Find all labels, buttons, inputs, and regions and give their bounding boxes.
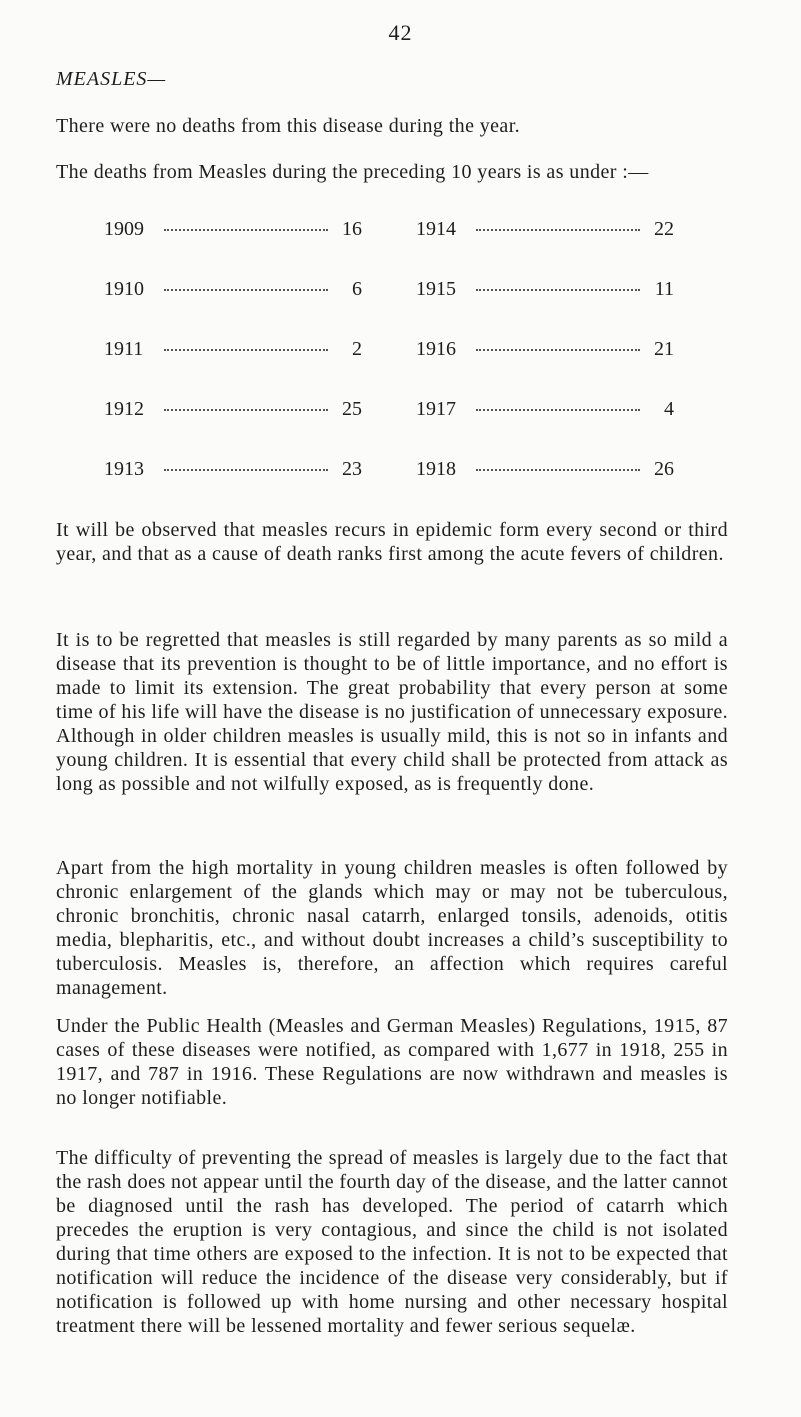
year: 1916 [416,338,456,360]
page-number: 42 [388,20,413,45]
table-row [104,218,674,278]
deaths-count: 22 [654,218,674,240]
year: 1914 [416,218,456,240]
paragraph-epidemic: It will be observed that measles recurs in epidemic form every second or third year, and that as a cause of death ranks first among the acute fevers of children. [56,519,728,565]
deaths-count: 21 [654,338,674,360]
deaths-table [104,218,674,518]
table-row [104,458,674,518]
year: 1909 [104,218,144,240]
year: 1913 [104,458,144,480]
year: 1910 [104,278,144,300]
table-row [104,278,674,338]
year: 1911 [104,338,144,360]
deaths-count: 25 [342,398,362,420]
deaths-count: 26 [654,458,674,480]
table-row [104,398,674,458]
paragraph-complications: Apart from the high mortality in young children measles is often followed by chronic enlargement of the glands which may or may not be tuberculous, chronic bronchitis, chronic nasal catarrh, enlarged tonsils, adenoids, otitis media, blepharitis, etc., and without doubt increases a child’s susceptibility to tuberculosis. Measles is, therefore, an affection which requires careful management. [56,857,728,999]
year: 1917 [416,398,456,420]
year: 1912 [104,398,144,420]
paragraph-difficulty: The difficulty of preventing the spread of measles is largely due to the fact that the rash does not appear until the fourth day of the disease, and the latter cannot be diagnosed until the rash has developed. The period of catarrh which precedes the eruption is very contagious, and since the child is not isolated during that time others are exposed to the infection. It is not to be expected that notification will reduce the incidence of the disease very considerably, but if notification is followed up with home nursing and other necessary hospital treatment there will be lessened mortality and fewer serious sequelæ. [56,1147,728,1337]
year: 1918 [416,458,456,480]
paragraph-regulations: Under the Public Health (Measles and German Measles) Regulations, 1915, 87 cases of these diseases were notified, as compared with 1,677 in 1918, 255 in 1917, and 787 in 1916. These Regulations are now withdrawn and measles is no longer notifiable. [56,1015,728,1109]
deaths-count: 23 [342,458,362,480]
paragraph-prevention: It is to be regretted that measles is still regarded by many parents as so mild a disease that its prevention is thought to be of little importance, and no effort is made to limit its extension. The great probability that every person at some time of his life will have the disease is no justification of unnecessary exposure. Although in older children measles is usually mild, this is not so in infants and young children. It is essential that every child shall be protected from attack as long as possible and not wilfully exposed, as is frequently done. [56,629,728,795]
paragraph-no-deaths: There were no deaths from this disease during the year. [56,115,521,137]
section-heading: MEASLES— [56,68,167,90]
deaths-count: 11 [654,278,674,300]
deaths-count: 6 [352,278,362,300]
deaths-count: 4 [664,398,674,420]
deaths-count: 2 [352,338,362,360]
year: 1915 [416,278,456,300]
deaths-count: 16 [342,218,362,240]
table-row [104,338,674,398]
paragraph-table-intro: The deaths from Measles during the preceding 10 years is as under :— [56,161,649,183]
